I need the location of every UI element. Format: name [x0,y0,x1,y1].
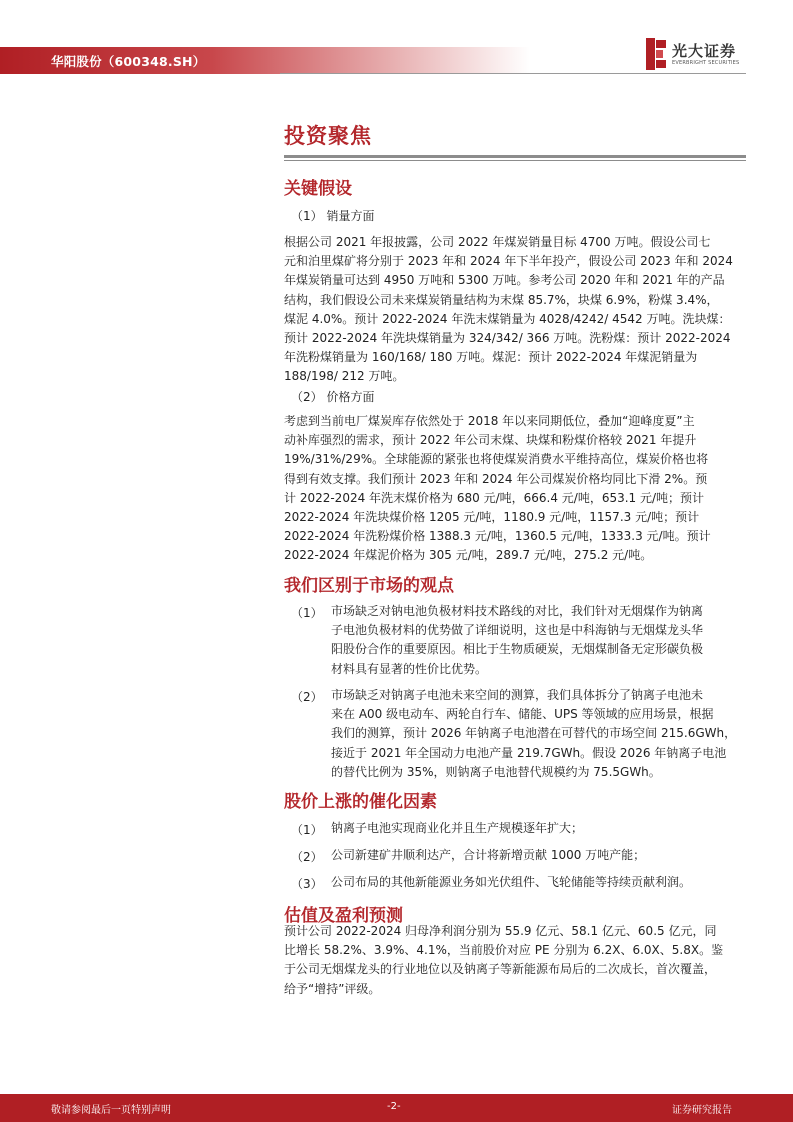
text-line: 结构，我们假设公司未来煤炭销量结构为末煤 85.7%，块煤 6.9%，粉煤 3.4%， [284,292,719,307]
text-line: 市场缺乏对钠离子电池未来空间的测算，我们具体拆分了钠离子电池未 [331,688,704,702]
subheading-sales: （1） 销量方面 [291,209,375,223]
everbright-logo-mark-icon [646,38,666,70]
text-line: 的替代比例为 35%，则钠离子电池替代规模约为 75.5GWh。 [331,764,661,779]
logo-text-en: EVERBRIGHT SECURITIES [672,60,740,66]
list-number: （2） [291,850,323,864]
paragraph-sales [284,233,747,387]
text-line: 188/198/ 212 万吨。 [284,369,405,384]
heading-valuation: 估值及盈利预测 [284,906,403,926]
text-line: 得到有效支撑。我们预计 2023 年和 2024 年公司煤炭价格均同比下滑 2%。预 [284,471,708,486]
section-rule-thick [284,155,746,158]
heading-key-assumptions: 关键假设 [284,179,352,199]
page-number: -2- [387,1101,401,1112]
text-line: 2022-2024 年洗粉煤价格 1388.3 元/吨，1360.5 元/吨，1333.3 元/吨。预计 [284,529,711,544]
text-line: 年洗粉煤销量为 160/168/ 180 万吨。煤泥：预计 2022-2024 年煤泥销量为 [284,350,698,365]
subheading-price: （2） 价格方面 [291,390,375,404]
list-item-catalyst-1: 钠离子电池实现商业化并且生产规模逐年扩大； [331,821,584,835]
text-line: 计 2022-2024 年洗末煤价格为 680 元/吨，666.4 元/吨，653.1 元/吨；预计 [284,490,705,505]
paragraph-price [284,412,747,566]
text-line: 预计公司 2022-2024 归母净利润分别为 55.9 亿元、58.1 亿元、60.5 亿元，同 [284,924,717,938]
list-item-view-2 [331,686,747,782]
list-number: （1） [291,606,323,620]
text-line: 年煤炭销量可达到 4950 万吨和 5300 万吨。参考公司 2020 年和 2021 年的产品 [284,273,725,288]
text-line: 比增长 58.2%、3.9%、4.1%，当前股价对应 PE 分别为 6.2X、6.0X、5.8X。鉴 [284,943,724,958]
section-title: 投资聚焦 [284,124,372,148]
text-line: 市场缺乏对钠电池负极材料技术路线的对比，我们针对无烟煤作为钠离 [331,604,704,618]
text-line: 子电池负极材料的优势做了详细说明，这也是中科海钠与无烟煤龙头华 [331,623,704,638]
text-line: 煤泥 4.0%。预计 2022-2024 年洗末煤销量为 4028/4242/ 4542 万吨。洗块煤： [284,311,731,326]
text-line: 阳股份合作的重要原因。相比于生物质硬炭，无烟煤制备无定形碳负极 [331,642,704,657]
text-line: 我们的测算，预计 2026 年钠离子电池潜在可替代的市场空间 215.6GWh， [331,726,737,741]
text-line: 19%/31%/29%。全球能源的紧张也将使煤炭消费水平维持高位，煤炭价格也将 [284,452,709,467]
section-rule-thin [284,160,746,161]
text-line: 动补库强烈的需求，预计 2022 年公司末煤、块煤和粉煤价格较 2021 年提升 [284,433,697,448]
paragraph-valuation [284,922,747,999]
text-line: 预计 2022-2024 年洗块煤销量为 324/342/ 366 万吨。洗粉煤：预计 2022-2024 [284,331,731,346]
text-line: 于公司无烟煤龙头的行业地位以及钠离子等新能源布局后的二次成长，首次覆盖， [284,962,717,977]
text-line: 给予“增持”评级。 [284,981,381,996]
list-number: （2） [291,690,323,704]
list-item-catalyst-2: 公司新建矿井顺利达产，合计将新增贡献 1000 万吨产能； [331,848,646,862]
text-line: 接近于 2021 年全国动力电池产量 219.7GWh。假设 2026 年钠离子电池 [331,745,727,760]
text-line: 根据公司 2021 年报披露，公司 2022 年煤炭销量目标 4700 万吨。假设公司七 [284,235,711,249]
everbright-logo [646,38,756,72]
list-item-view-1 [331,602,747,679]
header-company: 华阳股份（600348.SH） [51,54,206,69]
header-rule [280,73,746,74]
footer-report-type: 证券研究报告 [672,1105,732,1116]
heading-catalysts: 股价上涨的催化因素 [284,792,437,812]
list-number: （3） [291,877,323,891]
text-line: 2022-2024 年煤泥价格为 305 元/吨，289.7 元/吨，275.2 元/吨。 [284,548,653,563]
list-number: （1） [291,823,323,837]
logo-text-cn: 光大证券 [672,42,737,60]
text-line: 材料具有显著的性价比优势。 [331,661,488,676]
text-line: 考虑到当前电厂煤炭库存依然处于 2018 年以来同期低位，叠加“迎峰度夏”主 [284,414,695,428]
text-line: 来在 A00 级电动车、两轮自行车、储能、UPS 等领域的应用场景，根据 [331,707,714,722]
heading-different-view: 我们区别于市场的观点 [284,576,454,596]
list-item-catalyst-3: 公司布局的其他新能源业务如光伏组件、飞轮储能等持续贡献利润。 [331,875,692,889]
footer-disclaimer: 敬请参阅最后一页特别声明 [51,1105,171,1116]
text-line: 2022-2024 年洗块煤价格 1205 元/吨，1180.9 元/吨，1157.3 元/吨；预计 [284,510,700,525]
text-line: 元和泊里煤矿将分别于 2023 年和 2024 年下半年投产，假设公司 2023 年和 2024 [284,254,733,269]
